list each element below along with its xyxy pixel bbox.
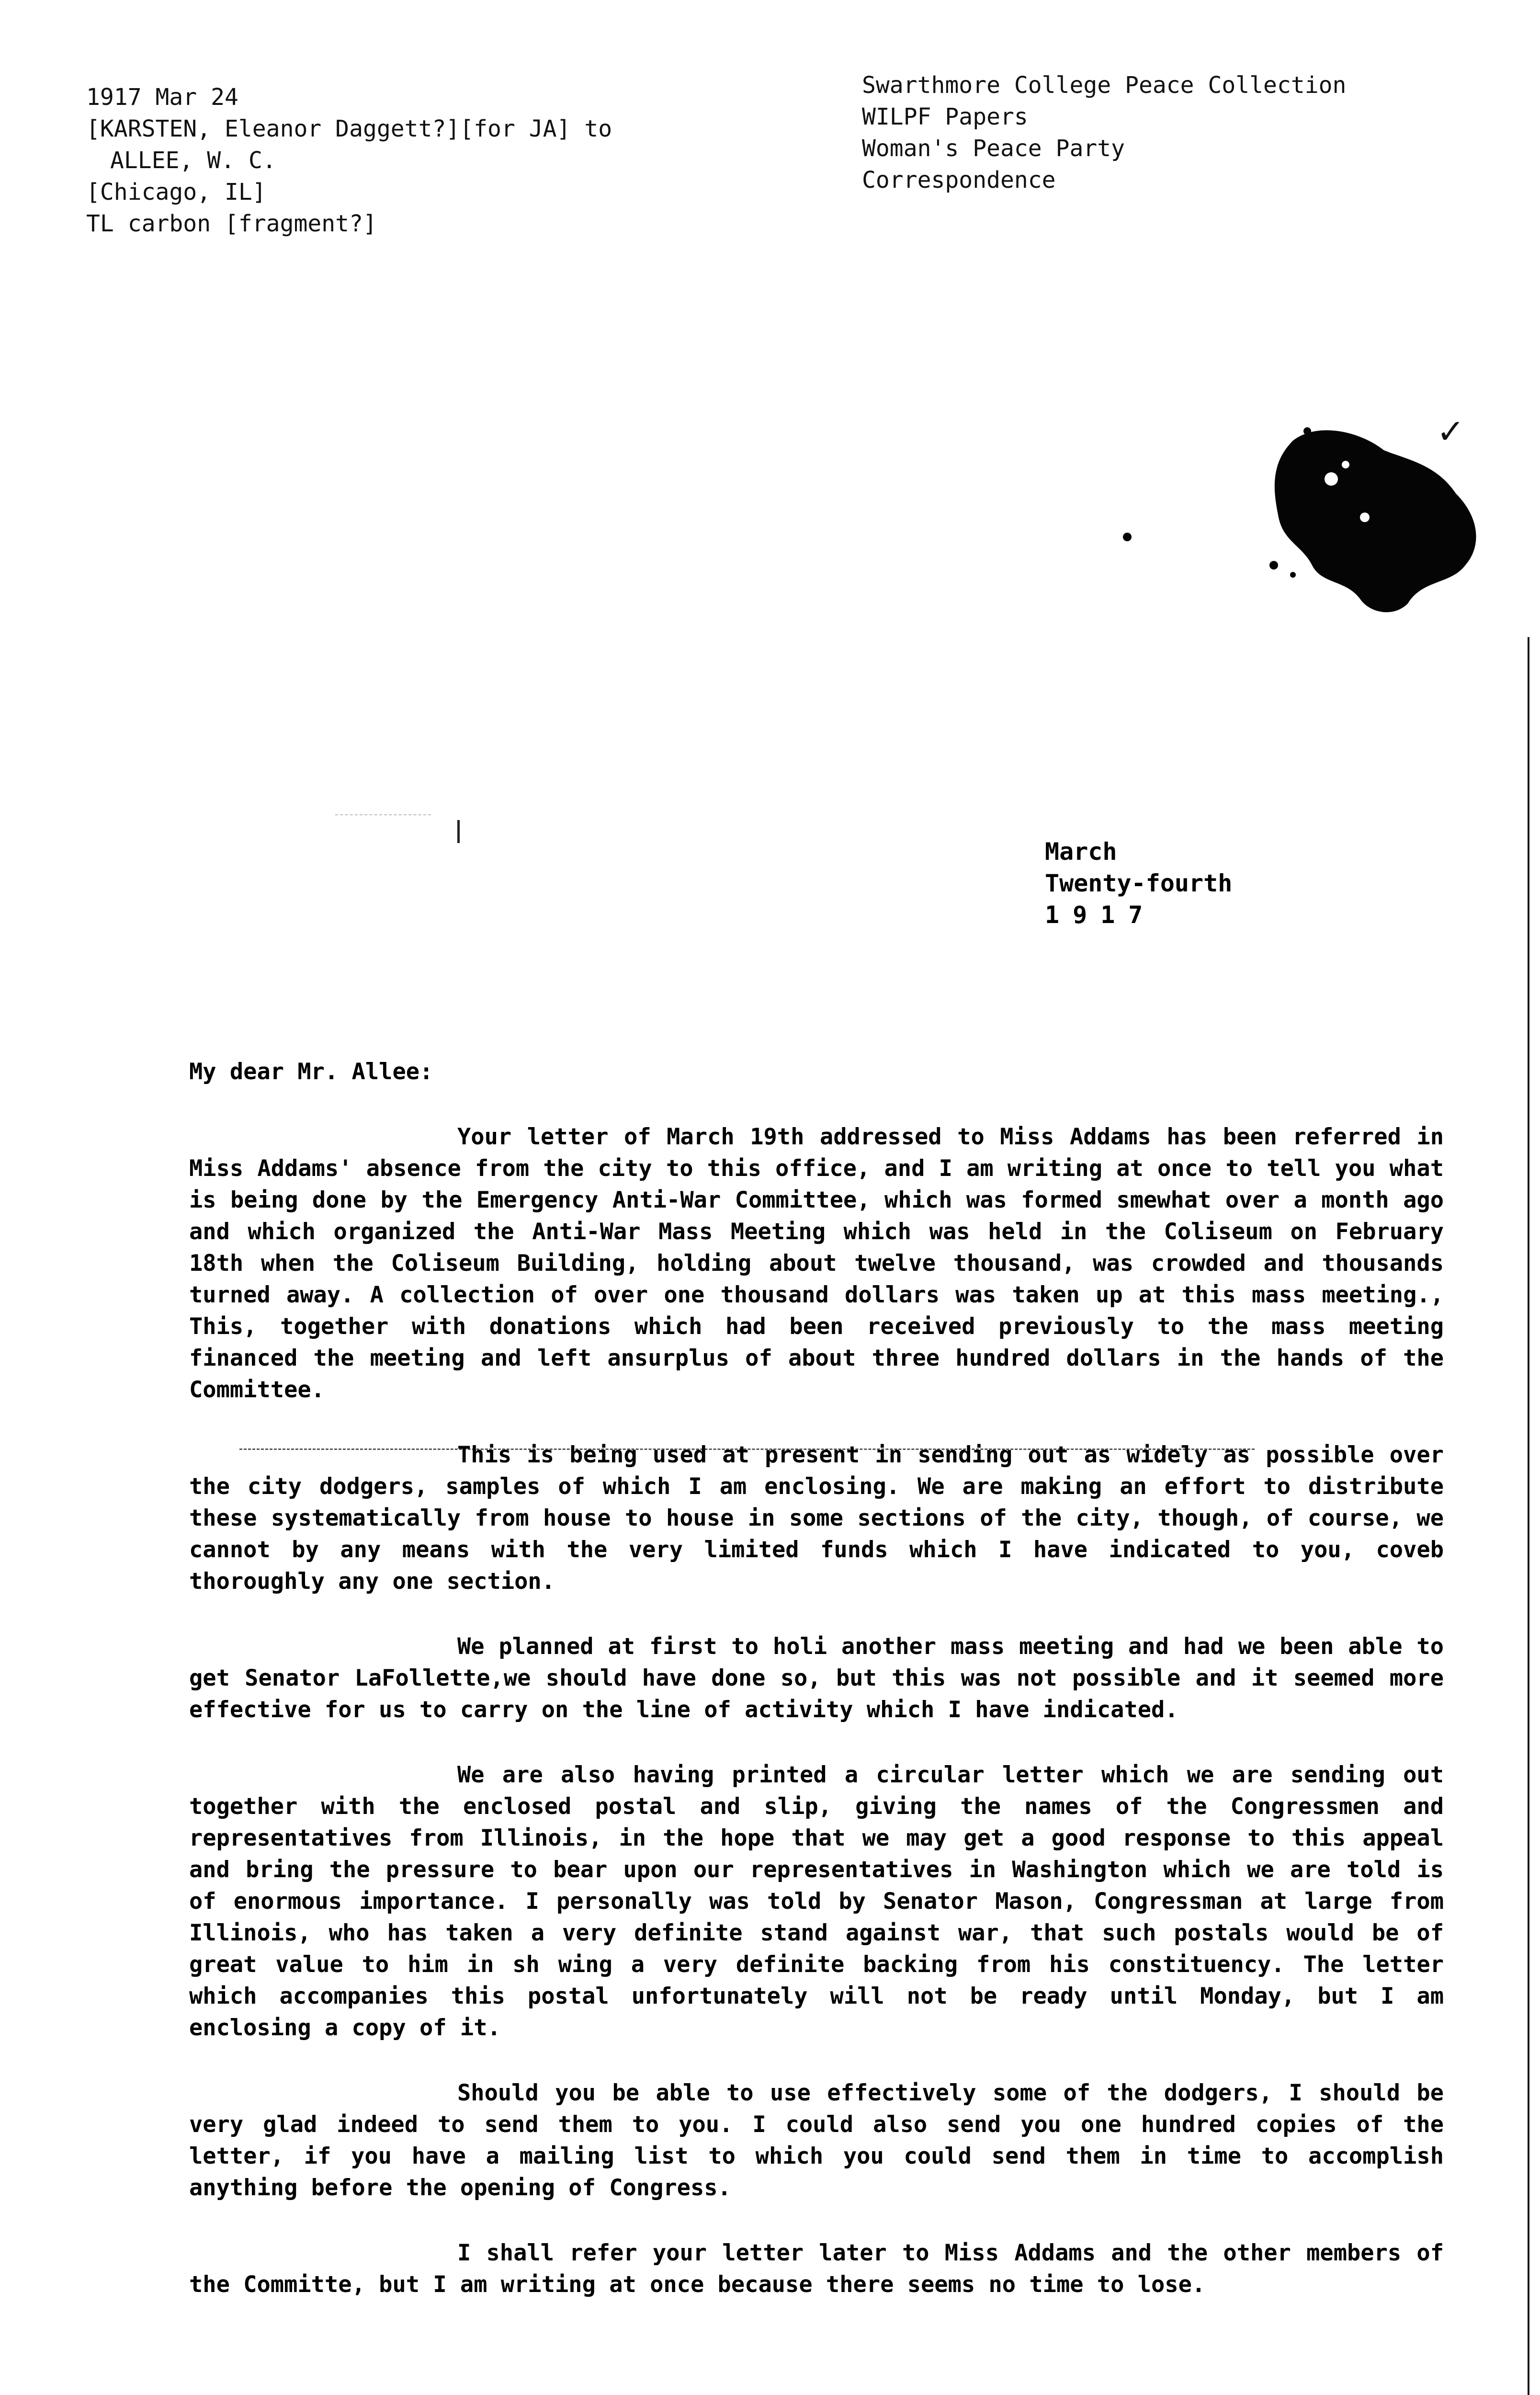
catalog-type: Correspondence <box>862 167 1056 194</box>
catalog-info-right <box>862 69 1346 196</box>
letter-body <box>189 1056 1444 2334</box>
date-year: 1917 <box>1045 901 1156 929</box>
date-month: March <box>1045 838 1117 866</box>
page-edge-line <box>1528 637 1529 2395</box>
ink-dot <box>1123 533 1132 541</box>
checkmark-icon: ✓ <box>1437 412 1465 451</box>
paragraph-5: Should you be able to use effectively some of the dodgers, I should be very glad indeed to send them to you. I could also send you one hundred copies of the letter, if you have a mailing list to which you could send them in time to accomplish anything before the opening of Congress. <box>189 2080 1444 2201</box>
catalog-date: 1917 Mar 24 <box>86 84 238 111</box>
date-day: Twenty-fourth <box>1045 869 1233 897</box>
catalog-subseries: Woman's Peace Party <box>862 135 1125 162</box>
salutation: My dear Mr. Allee: <box>189 1059 433 1085</box>
catalog-place: [Chicago, IL] <box>86 179 266 205</box>
letter-date <box>1045 836 1232 931</box>
faint-mark <box>335 814 431 816</box>
paragraph-3: We planned at first to holi another mass meeting and had we been able to get Senator LaFollette,we should have done so, but this was not possible and it seemed more effective for us to carry on the line of activity which I have indicated. <box>189 1633 1444 1723</box>
stray-mark <box>457 820 460 843</box>
catalog-info-left <box>86 81 612 240</box>
paragraph-1: Your letter of March 19th addressed to Miss Addams has been referred in Miss Addams' absence from the city to this office, and I am writing at once to tell you what is being done by the Emergency Anti-War Committee, which was formed smewhat over a month ago and which organized the Anti-War Mass Meeting which was held in the Coliseum on February 18th when the Coliseum Building, holding about twelve thousand, was crowded and thousands turned away. A collection of over one thousand dollars was taken up at this mass meeting., This, together with donations which had been received previously to the mass meeting financed the meeting and left ansurplus of about three hundred dollars in the hands of the Committee. <box>189 1124 1444 1403</box>
paragraph-4: We are also having printed a circular letter which we are sending out together with the enclosed postal and slip, giving the names of the Congressmen and representatives from Illinois, in the hope that we may get a good response to this appeal and bring the pressure to bear upon our representatives in Washington which we are told is of enormous importance. I personally was told by Senator Mason, Congressman at large from Illinois, who has taken a very definite stand against war, that such postals would be of great value to him in sh wing a very definite backing from his constituency. The letter which accompanies this postal unfortunately will not be ready until Monday, but I am enclosing a copy of it. <box>189 1762 1444 2041</box>
catalog-to: ALLEE, W. C. <box>110 147 276 174</box>
catalog-format: TL carbon [fragment?] <box>86 210 377 237</box>
paragraph-6: I shall refer your letter later to Miss Addams and the other members of the Committe, but I am writing at once because there seems no time to lose. <box>189 2240 1444 2298</box>
paragraph-2: This is being used at present in sending out as widely as possible over the city dodgers, samples of which I am enclosing. We are making an effort to distribute these systematically from house to house in some sections of the city, though, of course, we cannot by any means with the very limited funds which I have indicated to you, coveb thoroughly any one section. <box>189 1442 1444 1595</box>
catalog-series: WILPF Papers <box>862 103 1028 130</box>
catalog-collection: Swarthmore College Peace Collection <box>862 72 1347 99</box>
ink-blot-stain <box>1264 422 1484 623</box>
catalog-from: [KARSTEN, Eleanor Daggett?][for JA] to <box>86 115 612 142</box>
